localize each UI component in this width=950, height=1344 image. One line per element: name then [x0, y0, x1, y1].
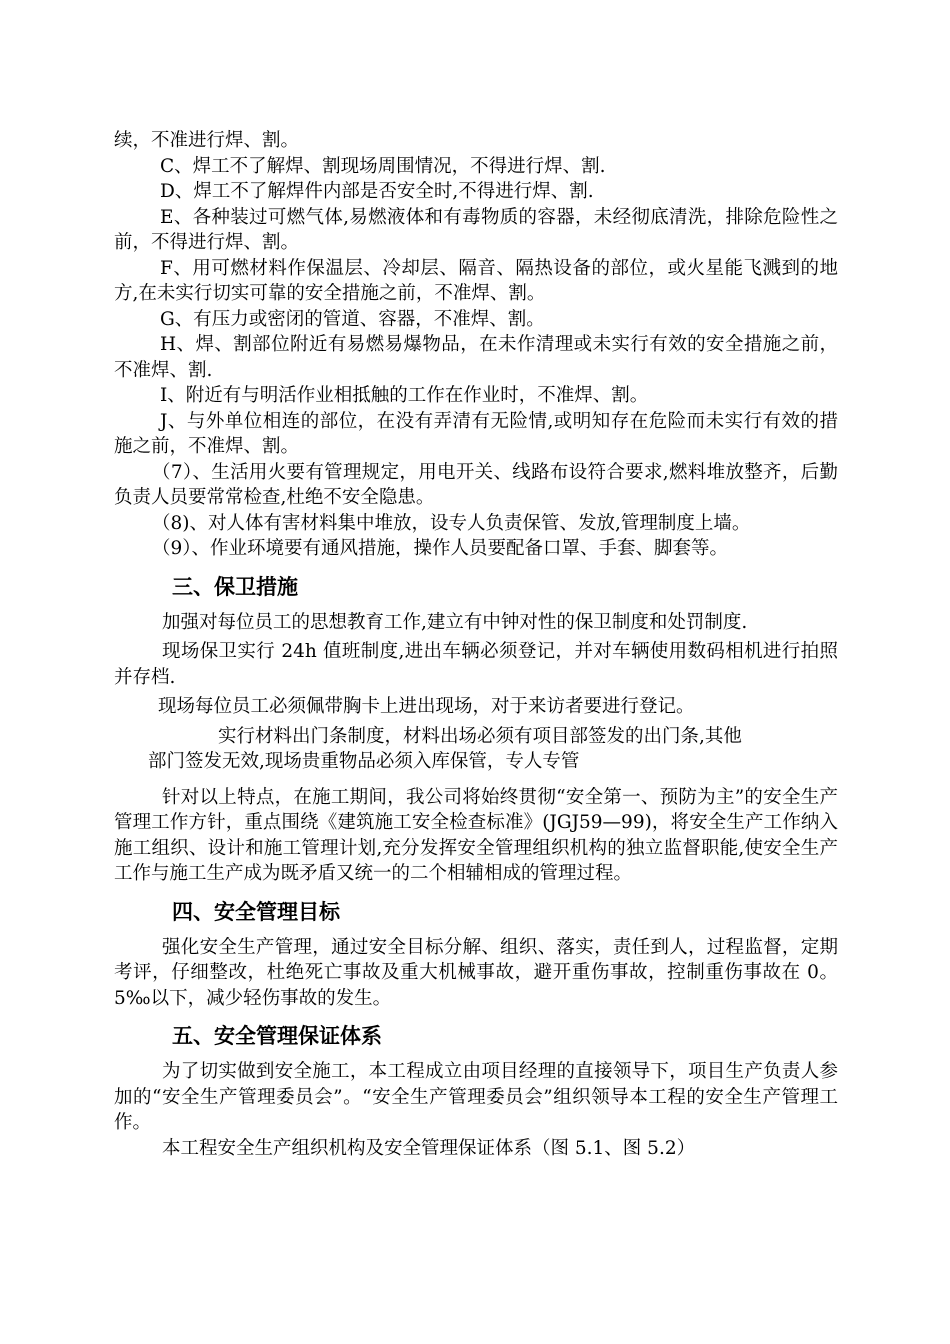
paragraph-item-e: E、各种装过可燃气体,易燃液体和有毒物质的容器，未经彻底清洗，排除危险性之前，不得进行焊、割。 — [114, 206, 838, 253]
paragraph-continued: 续，不准进行焊、割。 — [114, 130, 300, 151]
section-3-heading: 三、保卫措施 — [172, 574, 298, 599]
document-page — [114, 128, 838, 1161]
section-3-paragraph-4-line-1: 实行材料出门条制度，材料出场必须有项目部签发的出门条,其他 — [218, 725, 742, 747]
paragraph-item-h: H、焊、割部位附近有易燃易爆物品，在未作清理或未实行有效的安全措施之前，不准焊、割. — [114, 334, 838, 381]
section-3-paragraph-5: 针对以上特点，在施工期间，我公司将始终贯彻“安全第一、预防为主”的安全生产管理工作方针，重点围绕《建筑施工安全检查标准》(JGJ59—99)，将安全生产工作纳入施工组织、设计和施工管理计划,充分发挥安全管理组织机构的独立监督职能,使安全生产工作与施工生产成为既矛盾又统一的二个相辅相成的管理过程。 — [114, 786, 838, 884]
section-4-heading: 四、安全管理目标 — [172, 899, 340, 924]
paragraph-item-c: C、焊工不了解焊、割现场周围情况，不得进行焊、割. — [160, 155, 606, 177]
section-3-paragraph-1: 加强对每位员工的思想教育工作,建立有中钟对性的保卫制度和处罚制度. — [162, 611, 748, 633]
paragraph-item-j: J、与外单位相连的部位，在没有弄清有无险情,或明知存在危险而未实行有效的措施之前，不准焊、割。 — [114, 410, 838, 457]
paragraph-item-i: I、附近有与明活作业相抵触的工作在作业时，不准焊、割。 — [160, 385, 649, 406]
section-5-heading: 五、安全管理保证体系 — [172, 1024, 382, 1048]
section-3-paragraph-2: 现场保卫实行 24h 值班制度,进出车辆必须登记，并对车辆使用数码相机进行拍照并存档. — [114, 641, 838, 688]
section-4-paragraph-1: 强化安全生产管理，通过安全目标分解、组织、落实，责任到人，过程监督，定期考评，仔细整改，杜绝死亡事故及重大机械事故，避开重伤事故，控制重伤事故在 0。5‰以下，减少轻伤事故的发生。 — [114, 936, 838, 1009]
section-5-paragraph-1: 为了切实做到安全施工，本工程成立由项目经理的直接领导下，项目生产负责人参加的“安全生产管理委员会”。“安全生产管理委员会”组织领导本工程的安全生产管理工作。 — [114, 1061, 838, 1133]
paragraph-item-d: D、焊工不了解焊件内部是否安全时,不得进行焊、割. — [160, 181, 594, 202]
paragraph-item-9: （9）、作业环境要有通风措施，操作人员要配备口罩、手套、脚套等。 — [152, 538, 729, 559]
paragraph-item-f: F、用可燃材料作保温层、冷却层、隔音、隔热设备的部位，或火星能飞溅到的地方,在未实行切实可靠的安全措施之前，不准焊、割。 — [114, 257, 838, 304]
section-3-paragraph-3: 现场每位员工必须佩带胸卡上进出现场，对于来访者要进行登记。 — [158, 696, 695, 717]
section-3-paragraph-4-line-2: 部门签发无效,现场贵重物品必须入库保管，专人专管 — [148, 751, 580, 772]
paragraph-item-7: （7）、生活用火要有管理规定，用电开关、线路布设符合要求,燃料堆放整齐，后勤负责人员要常常检查,杜绝不安全隐患。 — [114, 461, 838, 508]
paragraph-item-8: （8)、对人体有害材料集中堆放，设专人负责保管、发放,管理制度上墙。 — [152, 512, 751, 534]
section-5-paragraph-2: 本工程安全生产组织机构及安全管理保证体系（图 5.1、图 5.2） — [162, 1137, 696, 1159]
paragraph-item-g: G、有压力或密闭的管道、容器，不准焊、割。 — [160, 308, 545, 330]
